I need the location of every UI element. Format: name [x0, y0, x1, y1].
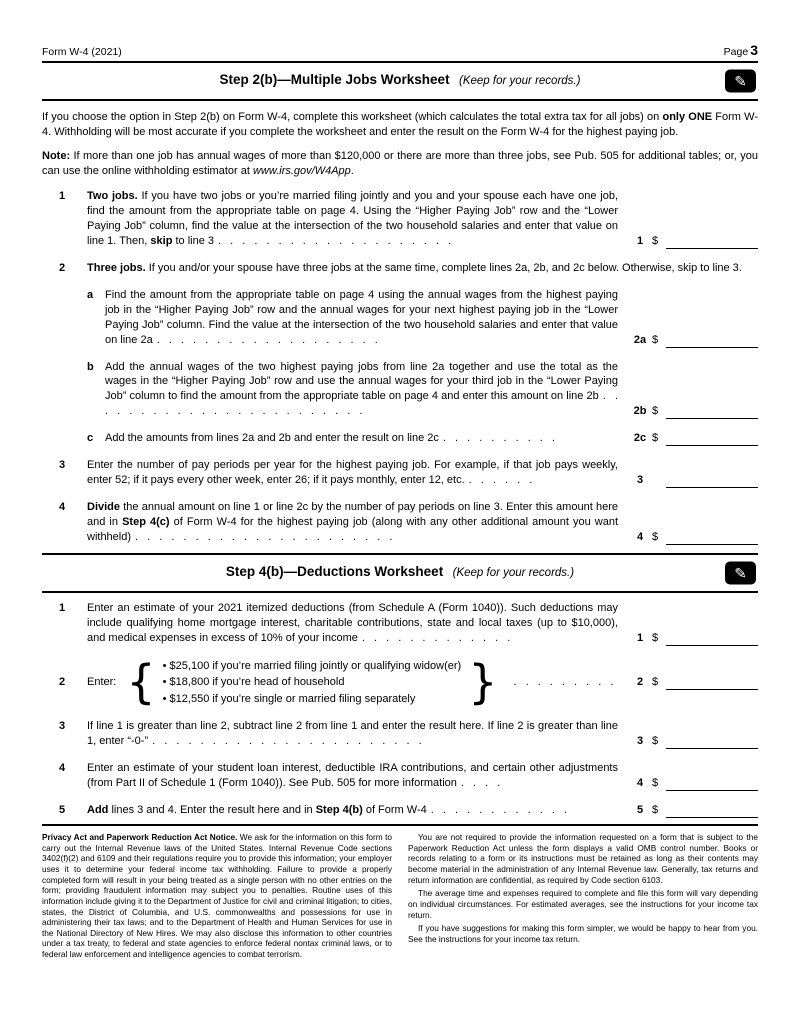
enter-label: Enter:	[87, 676, 117, 689]
entry-blank-line[interactable]	[666, 675, 758, 690]
entry-field	[628, 776, 758, 791]
line-number: 2	[59, 261, 66, 274]
entry-number: 4	[636, 531, 644, 544]
w2b-line-4	[42, 500, 758, 545]
entry-field	[628, 675, 758, 690]
dot-leader: . . . . . . . . . . . . . . . . . . . . . . . .	[105, 390, 618, 418]
dollar-sign: $	[652, 777, 659, 790]
worksheet-4b-title-bar	[42, 553, 758, 593]
entry-blank-line[interactable]	[666, 631, 758, 646]
dot-leader: . . . .	[460, 777, 501, 790]
entry-number: 4	[636, 777, 644, 790]
w4b-line-4	[42, 761, 758, 791]
entry-field	[628, 803, 758, 818]
entry-number: 2a	[633, 333, 647, 346]
deduction-options	[163, 658, 462, 708]
entry-blank-line[interactable]	[666, 431, 758, 446]
line-number: 4	[59, 501, 66, 514]
dollar-sign: $	[652, 735, 659, 748]
line-number: 3	[59, 459, 66, 472]
line-letter: a	[87, 288, 94, 301]
line-letter: c	[87, 432, 94, 445]
line-text: Three jobs. If you and/or your spouse have three jobs at the same time, complete lines 2a, 2b, and 2c below. Otherwise, skip to line 3.	[87, 261, 742, 274]
footer-notices	[42, 824, 758, 962]
entry-blank-line[interactable]	[666, 530, 758, 545]
entry-blank-line[interactable]	[666, 234, 758, 249]
worksheet-4b-title: Step 4(b)—Deductions Worksheet	[225, 564, 444, 580]
dollar-sign: $	[652, 432, 659, 445]
line-text	[87, 655, 628, 709]
entry-field	[628, 631, 758, 646]
w2b-line-2	[42, 261, 758, 276]
dot-leader: . . . . . . . . . . . . . . . . . . . . . .	[135, 531, 393, 544]
line-text: Two jobs. If you have two jobs or you’re married filing jointly and you and your spouse each have one job, find the amount from the appropriate table on page 4. Using the “Higher Paying Job” row and the “Lower Paying Job” column, find the value at the intersection of the two household salaries and enter that value on line 1. Then, skip to line 3 . . . . . . . . . . . . . . . . . . . .	[87, 189, 618, 247]
entry-blank-line[interactable]	[666, 404, 758, 419]
dollar-sign: $	[652, 804, 659, 817]
keep-records-note: (Keep for your records.)	[452, 567, 575, 580]
page-header	[42, 42, 758, 63]
entry-number: 5	[636, 804, 644, 817]
entry-blank-line[interactable]	[666, 776, 758, 791]
entry-field	[628, 404, 758, 419]
deduction-option-hoh: • $18,800 if you’re head of household	[162, 676, 345, 689]
entry-number: 3	[636, 735, 644, 748]
line-text: Add the amounts from lines 2a and 2b and enter the result on line 2c . . . . . . . . . .	[105, 432, 555, 445]
left-brace: {	[126, 655, 156, 709]
entry-number: 2b	[633, 405, 647, 418]
entry-blank-line[interactable]	[666, 473, 758, 488]
keep-records-note: (Keep for your records.)	[459, 75, 581, 87]
w2b-line-2c	[42, 431, 758, 446]
paperwork-paragraph-1: You are not required to provide the information requested on a form that is subject to the Paperwork Reduction Act unless the form displays a valid OMB control number. Books or records relating to a form or its instructions must be retained as long as their contents may become material in the administration of any Internal Revenue law. Generally, tax returns and return information are confidential, as required by Code section 6103.	[408, 832, 758, 885]
line-number: 1	[59, 602, 66, 615]
dot-leader: . . . . . .	[468, 474, 533, 487]
dollar-sign: $	[652, 531, 659, 544]
entry-field	[628, 333, 758, 348]
w4b-line-1	[42, 601, 758, 646]
w2b-line-3	[42, 458, 758, 488]
deduction-option-mfj: • $25,100 if you’re married filing jointly or qualifying widow(er)	[162, 659, 462, 672]
dot-leader: . . . . . . . . . .	[442, 432, 555, 445]
entry-field	[628, 431, 758, 446]
dollar-sign: $	[652, 676, 659, 689]
privacy-act-notice	[42, 832, 392, 962]
line-text: If line 1 is greater than line 2, subtract line 2 from line 1 and enter the result here. If line 2 is greater than line 1, enter “-0-” . . . . . . . . . . . . . . . . . . . . . . .	[87, 720, 618, 748]
worksheet-2b-title-bar	[42, 63, 758, 101]
right-brace: }	[468, 655, 498, 709]
dot-leader: . . . . . . . . . . . . . . . . . . .	[156, 333, 378, 346]
line-text: Enter the number of pay periods per year for the highest paying job. For example, if that job pays weekly, enter 52; if it pays every other week, enter 26; if it pays monthly, enter 12, etc. . . . . . .	[87, 459, 618, 487]
line-text: Divide the annual amount on line 1 or line 2c by the number of pay periods on line 3. Enter this amount here and in Step 4(c) of Form W-4 for the highest paying job (along with any other additional amount you want withheld) . . . . . . . . . . . . . . . . . . . . . .	[87, 501, 618, 544]
entry-field	[628, 530, 758, 545]
pencil-icon: ✎	[725, 562, 756, 585]
dot-leader: . . . . . . . . . . . . . . . . . . . .	[218, 234, 452, 247]
form-version-label: Form W-4 (2021)	[42, 46, 122, 58]
line-letter: b	[87, 360, 94, 373]
line-number: 2	[59, 676, 66, 689]
entry-number: 1	[636, 234, 644, 247]
w2b-line-2a	[42, 288, 758, 348]
dollar-sign: $	[652, 405, 659, 418]
entry-field	[628, 473, 758, 488]
dollar-sign: $	[652, 632, 659, 644]
privacy-act-text: Privacy Act and Paperwork Reduction Act Notice. We ask for the information on this form to carry out the Internal Revenue laws of the United States. Internal Revenue Code sections 3402(f)(2) and 6109 and their regulations require you to provide this information; your employer uses it to determine your federal income tax withholding. Failure to provide a properly completed form will result in your being treated as a single person with no other entries on the form; providing fraudulent information may subject you to penalties. Routine uses of this information include giving it to the Department of Justice for civil and criminal litigation; to cities, states, the District of Columbia, and U.S. commonwealths and possessions for use in administering their tax laws; and to the Department of Health and Human Services for use in the National Directory of New Hires. We may also disclose this information to other countries under a tax treaty, to federal and state agencies to enforce federal nontax criminal laws, or to federal law enforcement and intelligence agencies to combat terrorism.	[42, 832, 392, 959]
entry-blank-line[interactable]	[666, 734, 758, 749]
page-number: 3	[750, 42, 758, 58]
paperwork-paragraph-2: The average time and expenses required to complete and file this form will vary depending on individual circumstances. For estimated averages, see the instructions for your income tax return.	[408, 888, 758, 920]
line-number: 3	[59, 720, 66, 733]
entry-blank-line[interactable]	[666, 333, 758, 348]
dollar-sign: $	[652, 234, 659, 247]
entry-number: 2c	[633, 432, 647, 445]
entry-field	[628, 234, 758, 249]
dot-leader: . . . . . . . . . . . . . . . . . . . . . . .	[152, 735, 422, 748]
entry-blank-line[interactable]	[666, 803, 758, 818]
entry-number: 3	[636, 474, 644, 487]
line-text: Enter an estimate of your 2021 itemized deductions (from Schedule A (Form 1040)). Such deductions may include qualifying home mortgage interest, charitable contributions, state and local taxes (up to $10,000), and medical expenses in excess of 10% of your income . . . . . . . . . . . . .	[87, 602, 618, 644]
w2b-line-1	[42, 189, 758, 249]
paperwork-paragraph-3: If you have suggestions for making this form simpler, we would be happy to hear from you. See the instructions for your income tax return.	[408, 923, 758, 944]
deduction-option-single: • $12,550 if you’re single or married filing separately	[162, 692, 416, 705]
entry-number: 1	[636, 632, 644, 644]
line-number: 4	[59, 762, 66, 775]
line-text: Add lines 3 and 4. Enter the result here and in Step 4(b) of Form W-4 . . . . . . . . . . . .	[87, 804, 568, 817]
w4b-line-5	[42, 803, 758, 818]
line-text: Find the amount from the appropriate table on page 4 using the annual wages from the highest paying job in the “Higher Paying Job” row and the annual wages for your next highest paying job in the “Lower Paying Job” column. Find the value at the intersection of the two household salaries and enter that value on line 2a . . . . . . . . . . . . . . . . . . .	[105, 288, 618, 346]
dot-leader: . . . . . . . . . . . .	[430, 804, 568, 817]
line-number: 1	[59, 189, 66, 202]
pencil-icon: ✎	[725, 70, 756, 93]
w4b-line-2	[42, 655, 758, 709]
line-number: 5	[59, 804, 66, 817]
dot-leader: . . . . . . . . .	[513, 676, 614, 689]
entry-field	[628, 734, 758, 749]
worksheet-2b-note: Note: If more than one job has annual wages of more than $120,000 or there are more than three jobs, see Pub. 505 for additional tables; or, you can use the online withholding estimator at www.irs.gov/W4App.	[42, 150, 758, 178]
worksheet-2b-intro: If you choose the option in Step 2(b) on Form W-4, complete this worksheet (which calculates the total extra tax for all jobs) on only ONE Form W-4. Withholding will be most accurate if you complete the worksheet and enter the result on the Form W-4 for the highest paying job.	[42, 111, 758, 138]
paperwork-reduction-notice	[408, 832, 758, 962]
entry-number: 2	[636, 676, 644, 689]
line-text: Enter an estimate of your student loan interest, deductible IRA contributions, and certain other adjustments (from Part II of Schedule 1 (Form 1040)). See Pub. 505 for more information . . . .	[87, 762, 618, 790]
w2b-line-2b	[42, 360, 758, 420]
page-indicator: Page 3	[723, 42, 758, 58]
dollar-sign: $	[652, 333, 659, 346]
worksheet-2b-title: Step 2(b)—Multiple Jobs Worksheet	[219, 72, 450, 87]
line-text: Add the annual wages of the two highest paying jobs from line 2a together and use the total as the wages in the “Higher Paying Job” row and use the annual wages for your third job in the “Lower Paying Job” column to find the amount from the appropriate table on page 4 and enter this amount on line 2b . . . . . . . . . . . . . . . . . . . . . . . .	[105, 360, 618, 418]
dot-leader: . . . . . . . . . . . . .	[361, 632, 511, 644]
w4b-line-3	[42, 719, 758, 749]
